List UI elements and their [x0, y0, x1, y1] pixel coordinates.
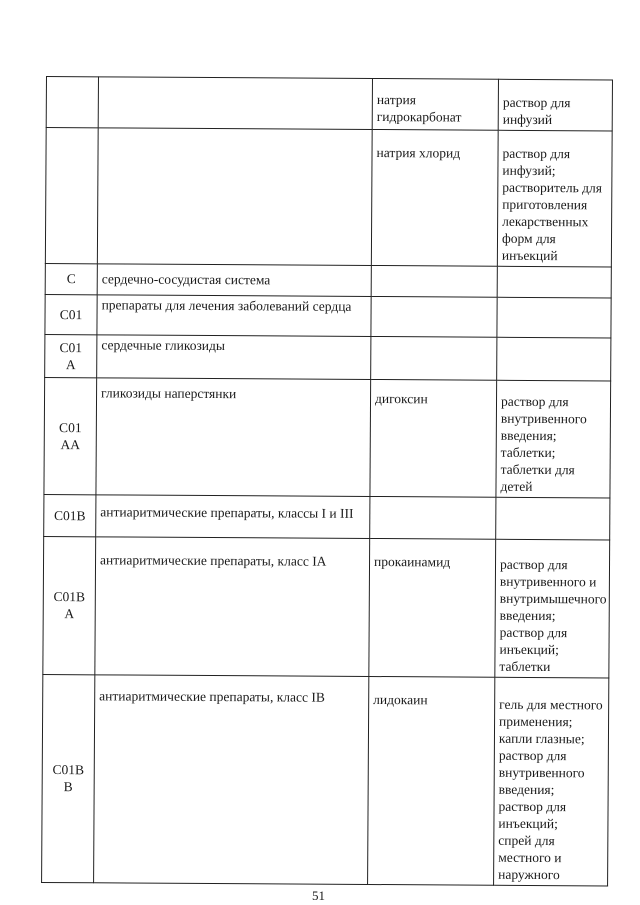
inn-cell: натрия хлорид — [371, 129, 498, 266]
dosage-form-cell — [497, 297, 611, 338]
atc-code-cell: C — [45, 263, 97, 294]
dosage-form-cell: раствор для инфузий; растворитель для приготовления лекарственных форм для инъекций — [497, 130, 612, 267]
table-row — [45, 334, 611, 380]
atc-code-cell: C01B B — [42, 674, 95, 882]
group-name-cell: сердечно-сосудистая система — [97, 264, 371, 297]
table-row — [43, 536, 610, 677]
group-name-cell: антиаритмические препараты, класс IA — [95, 537, 370, 677]
table-row — [46, 77, 612, 131]
inn-cell: прокаинамид — [369, 538, 496, 677]
dosage-form-cell — [497, 337, 611, 381]
inn-cell: натрия гидрокарбонат — [372, 78, 498, 130]
group-name-cell: препараты для лечения заболеваний сердца — [97, 295, 371, 337]
atc-code-cell: C01 AA — [44, 377, 97, 494]
inn-cell — [371, 336, 497, 380]
atc-code-cell: C01 A — [45, 334, 97, 377]
dosage-form-cell: раствор для внутривенного введения; таблетки; таблетки для детей — [496, 380, 611, 498]
dosage-form-cell: раствор для инфузий — [498, 79, 612, 131]
drug-table — [41, 76, 613, 886]
table-row — [45, 263, 611, 297]
atc-code-cell: C01B A — [43, 536, 96, 674]
group-name-cell: антиаритмические препараты, класс IB — [94, 675, 369, 885]
atc-code-cell: C01B — [44, 494, 96, 536]
page-number: 51 — [312, 888, 325, 903]
atc-code-cell — [45, 128, 98, 264]
table-row — [45, 128, 612, 267]
dosage-form-cell: гель для местного применения; капли глазные; раствор для внутривенного введения; раствор для инъекций; спрей для местного и наружного — [494, 677, 609, 886]
atc-code-cell: C01 — [45, 294, 97, 334]
table-row — [44, 494, 610, 539]
group-name-cell: сердечные гликозиды — [97, 335, 371, 380]
dosage-form-cell — [497, 266, 611, 298]
atc-code-cell — [46, 77, 98, 128]
inn-cell: дигоксин — [370, 379, 497, 497]
group-name-cell — [97, 128, 372, 266]
inn-cell — [371, 296, 497, 337]
group-name-cell: гликозиды наперстянки — [96, 378, 371, 497]
dosage-form-cell — [496, 497, 610, 540]
table-row — [44, 377, 611, 497]
inn-cell — [371, 265, 497, 297]
inn-cell — [370, 496, 496, 539]
table-row — [42, 674, 609, 885]
group-name-cell — [98, 77, 372, 130]
inn-cell: лидокаин — [368, 676, 495, 885]
group-name-cell: антиаритмические препараты, классы I и III — [96, 495, 370, 539]
table-row — [45, 294, 611, 337]
dosage-form-cell: раствор для внутривенного и внутримышечного введения; раствор для инъекций; таблетки — [495, 539, 610, 678]
